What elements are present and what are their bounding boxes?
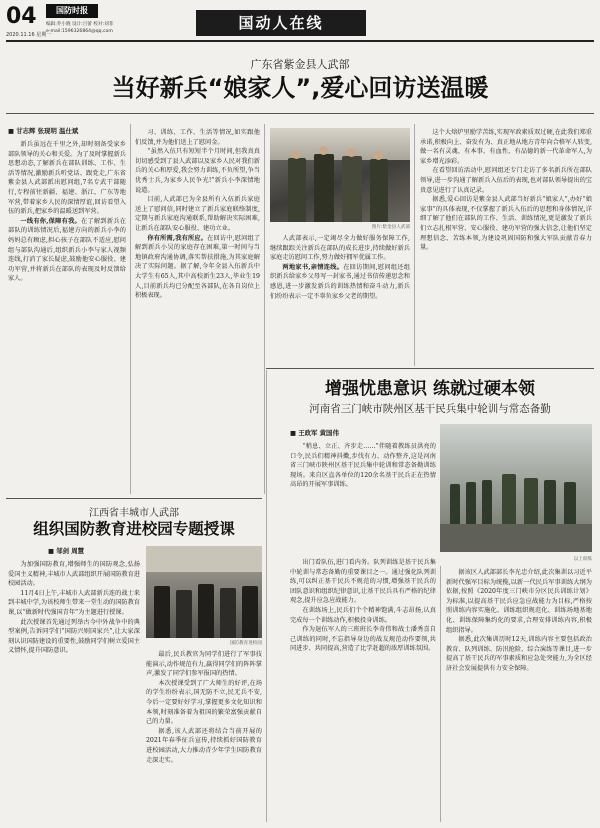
paragraph: 本次授课受到了广大师生的好评,在场的学生纷纷表示,国无防不立,民无兵不安,今后一定要好好学习,掌握更多文化知识和本领,时刻准备着为祖国的繁荣富强贡献自己的力量。	[146, 679, 262, 726]
article2-top-rule	[266, 368, 594, 369]
paragraph: “虽然入伍只有短短半个月时间,但我真真切切感受到了县人武部以及家乡人民对我们新兵的关心和厚爱,我会努力训练,不负所望,争当优秀士兵,为家乡人民争光!”新兵小李深情地说道。	[135, 148, 260, 194]
paragraph: 为加强国防教育,增强师生的国防观念,弘扬爱国主义精神,丰城市人武部组织开展国防教育进校园活动。	[8, 561, 140, 588]
paragraph: 出门看队伍,进门看内务。队列训练是基干民兵集中轮训与常态备勤的重要课目之一。通过强化队列训练,可以纠正基干民兵不规范的习惯,增强基干民兵的团队意识和组织纪律意识,让基干民兵具有严格的纪律观念,提升应急应战能力。	[290, 559, 436, 605]
editor-credits: 编辑:乔小晓 设计:吕蕾 校对:刘菲	[46, 22, 114, 27]
subhead: 一线有你,保障有我。	[20, 217, 82, 225]
column-divider	[266, 370, 267, 822]
paragraph: 据悉,该人武部还将结合当前开展的2021年春季征兵宣传,持续抓好国防教育进校园活动,大力推动青少年学生国防教育走深走实。	[146, 727, 262, 764]
paragraph: 目前,人武部已为全县所有入伍新兵家庭送上了慰问信,同时建立了新兵家庭联络制度,定期与新兵家庭沟通联系,帮助解决实际困难,让新兵在部队安心服役、建功立业。	[135, 196, 260, 232]
article2-photo	[440, 424, 592, 552]
subhead: 你有所需,我有所应。	[147, 234, 208, 242]
article1-kicker: 广东省紫金县人武部	[250, 58, 350, 71]
article2-byline: ■ 王政军 黄国伟	[290, 429, 339, 437]
paragraph: 在回访期间,慰问组还组织新兵给家乡父母写一封家书,通过书信传递思念和感恩,进一步激发新兵的训练热情和奋斗动力,新兵们纷纷表示一定不辜负家乡父老的期望。	[270, 263, 410, 300]
article3-byline: ■ 邹剑 周慧	[48, 547, 85, 555]
article1-column-1	[8, 140, 126, 496]
column-divider	[130, 124, 131, 494]
column-divider	[414, 124, 415, 366]
paragraph: 习、训练、工作、生活等情况,如实跟他们反馈,并为他们送上了慰问金。	[135, 129, 260, 146]
paragraph: 据悉,此次集训历时12天,训练内容主要包括政治教育、队列训练、防汛抢险、综合演练等课目,进一步提高了基干民兵的军事素质和应急处突能力,为全区经济社会发展提供有力安全保障。	[446, 636, 592, 672]
article2-headline: 增强忧患意识 练就过硬本领	[325, 379, 535, 399]
article2-column-2	[446, 568, 592, 822]
paragraph: 此次授课首先通过列举古今中外战争中的典型案例,告诉同学们“国防兴则国家兴”,让大家深刻认识国防建设的重要性,鼓励同学们树立爱国主义情怀,提升国防意识。	[8, 618, 140, 655]
article2-column-1-top	[290, 442, 436, 554]
article1-column-2	[135, 128, 260, 494]
paragraph: 作为退伍军人的三班班长李奇伟和战士潘秀喜自己训练的同时,不忘指导身边的战友规范动作要领,共同进步、共同提高,营造了比学赶超的浓厚训练氛围。	[290, 626, 436, 653]
article2-photo-caption: 以上训练	[573, 557, 592, 562]
subhead: 两地家书,亲情连线。	[282, 263, 344, 271]
contact-email: e-mail:1596326864@qq.com	[46, 29, 113, 34]
article3-photo	[146, 546, 262, 638]
paragraph: 这个大熔炉里励学苦练,实现军政素质双过硬,在此我们郑重承诺,积极向上、奋发有为、真正地从地方青年向合格军人转变,做一名有灵魂、有本事、有血性、有品德的新一代革命军人,为家乡增光添彩。	[420, 129, 592, 165]
article3-column-1	[8, 560, 140, 822]
paragraph: 在看望回访活动中,慰问组还专门走访了多名新兵所在部队领导,进一步沟通了解新兵入伍后的表现,也对部队领导提出的宝贵意见进行了认真记录。	[420, 167, 592, 194]
column-divider	[440, 566, 441, 822]
article1-column-3	[270, 234, 410, 362]
article1-photo-caption: 图片:紫金县人武部	[371, 225, 410, 230]
paragraph: 最后,民兵教官为同学们进行了军事技能演示,动作规范有力,赢得同学们的阵阵掌声,激发了同学们参军报国的热情。	[146, 651, 262, 678]
masthead-divider	[6, 40, 594, 42]
paragraph: 在了解到新兵在部队的训练情况后,福建方向的新兵小李的妈妈总有顾虑,担心孩子在部队不适应,慰问组与部队沟通后,组织新兵小李与家人视频连线,打消了家长疑虑,鼓励他安心服役、建功军营,并将新兵在部队的表现及时反馈给家人。	[8, 217, 126, 283]
article3-headline: 组织国防教育进校园专题授课	[33, 520, 235, 538]
paragraph: 据该区人武部部长李光忠介绍,此次集训以习近平新时代强军目标为统揽,以新一代民兵军事训练大纲为依据,按照《2020年度三门峡市分区民兵训练计划》为标准,以提高基干民兵应急应战能力为目标,严格按照训练内容实施化、训练组织规范化、训练场地基地化、训练保障集约化的要求,合理安排训练内容,积极组织指导。	[446, 569, 592, 634]
article2-kicker: 河南省三门峡市陕州区基干民兵集中轮训与常态备勤	[309, 403, 551, 415]
article3-column-2	[146, 650, 262, 822]
article2-column-1	[290, 558, 436, 822]
article3-kicker: 江西省丰城市人武部	[89, 508, 179, 519]
section-title: 国动人在线	[238, 14, 324, 32]
column-divider	[264, 124, 265, 494]
article1-column-4	[420, 128, 592, 362]
newspaper-logo: 国防时报	[46, 4, 98, 18]
page-number: 04	[6, 4, 37, 29]
publication-date: 2020.11.16 星期一	[6, 32, 52, 38]
article1-byline: ■ 甘志辉 张现明 温仕斌	[8, 127, 79, 135]
paragraph: 据悉,爱心回访是紫金县人武部当好新兵“娘家人”,办好“娘家事”的具体表现,不仅掌握了新兵入伍后的思想和身体情况,详细了解了他们在部队的工作、生活、训练情况,更是激发了新兵们立志扎根军营、安心服役、建功军营的强大信念,让他们坚定理想信念、苦练本领,为建设巩固国防和强大军队贡献青春力量。	[420, 196, 592, 252]
paragraph: 新兵虽远在千里之外,却时刻备受家乡部队领导的关心和关爱。为了及时掌握新兵思想动态,了解新兵在部队训练、工作、生活等情况,激励新兵听党话、跟党走,广东省紫金县人武部派出慰问组,7名专武干部随行,专程前往新疆、福建、浙江、广东等地军营,带着家乡人民的深情厚谊,回访看望入伍的新兵,把家乡的温暖送到军营。	[8, 141, 126, 216]
article3-top-rule	[6, 498, 262, 499]
article1-photo	[270, 128, 410, 222]
article1-top-rule	[6, 113, 594, 114]
paragraph: “稍息、立正、齐步走……”伴随着教练员洪亮的口令,民兵们精神抖擞,步伐有力、动作整齐,这是河南省三门峡市陕州区基干民兵集中轮训和常态备勤训练现场。来自区直各单位的120余名基干民兵正在热情高昂的开展军事训练。	[290, 443, 436, 489]
article1-headline: 当好新兵“娘家人”,爱心回访送温暖	[111, 74, 489, 102]
article3-photo-caption: 国防教育进校园	[229, 641, 262, 646]
paragraph: 在训练场上,民兵们个个精神饱满,斗志昂扬,认真完成每一个训练动作,积极投身训练。	[290, 606, 436, 624]
paragraph: 人武部表示,一定竭尽全力做好服务保障工作,继续跟踪关注新兵在部队的成长进步,持续做好新兵家庭走访慰问工作,努力做好拥军优属工作。	[270, 235, 410, 262]
paragraph: 在回访中,慰问组了解到新兵小吴的家庭存在困难,第一时间与当地镇政府沟通协调,落实帮扶措施,为其家庭解决了实际问题。据了解,今年全县入伍新兵中大学生有65人,其中高校新生23人,毕业生19人,目前新兵均已分配至各部队,在各自岗位上积极表现。	[135, 234, 260, 300]
paragraph: 11月4日上午,丰城市人武部新兵连的战士来到丰城中学,为该校师生带来一堂生动的国防教育课,以“做新时代强国青年”为主题进行授课。	[8, 589, 140, 616]
